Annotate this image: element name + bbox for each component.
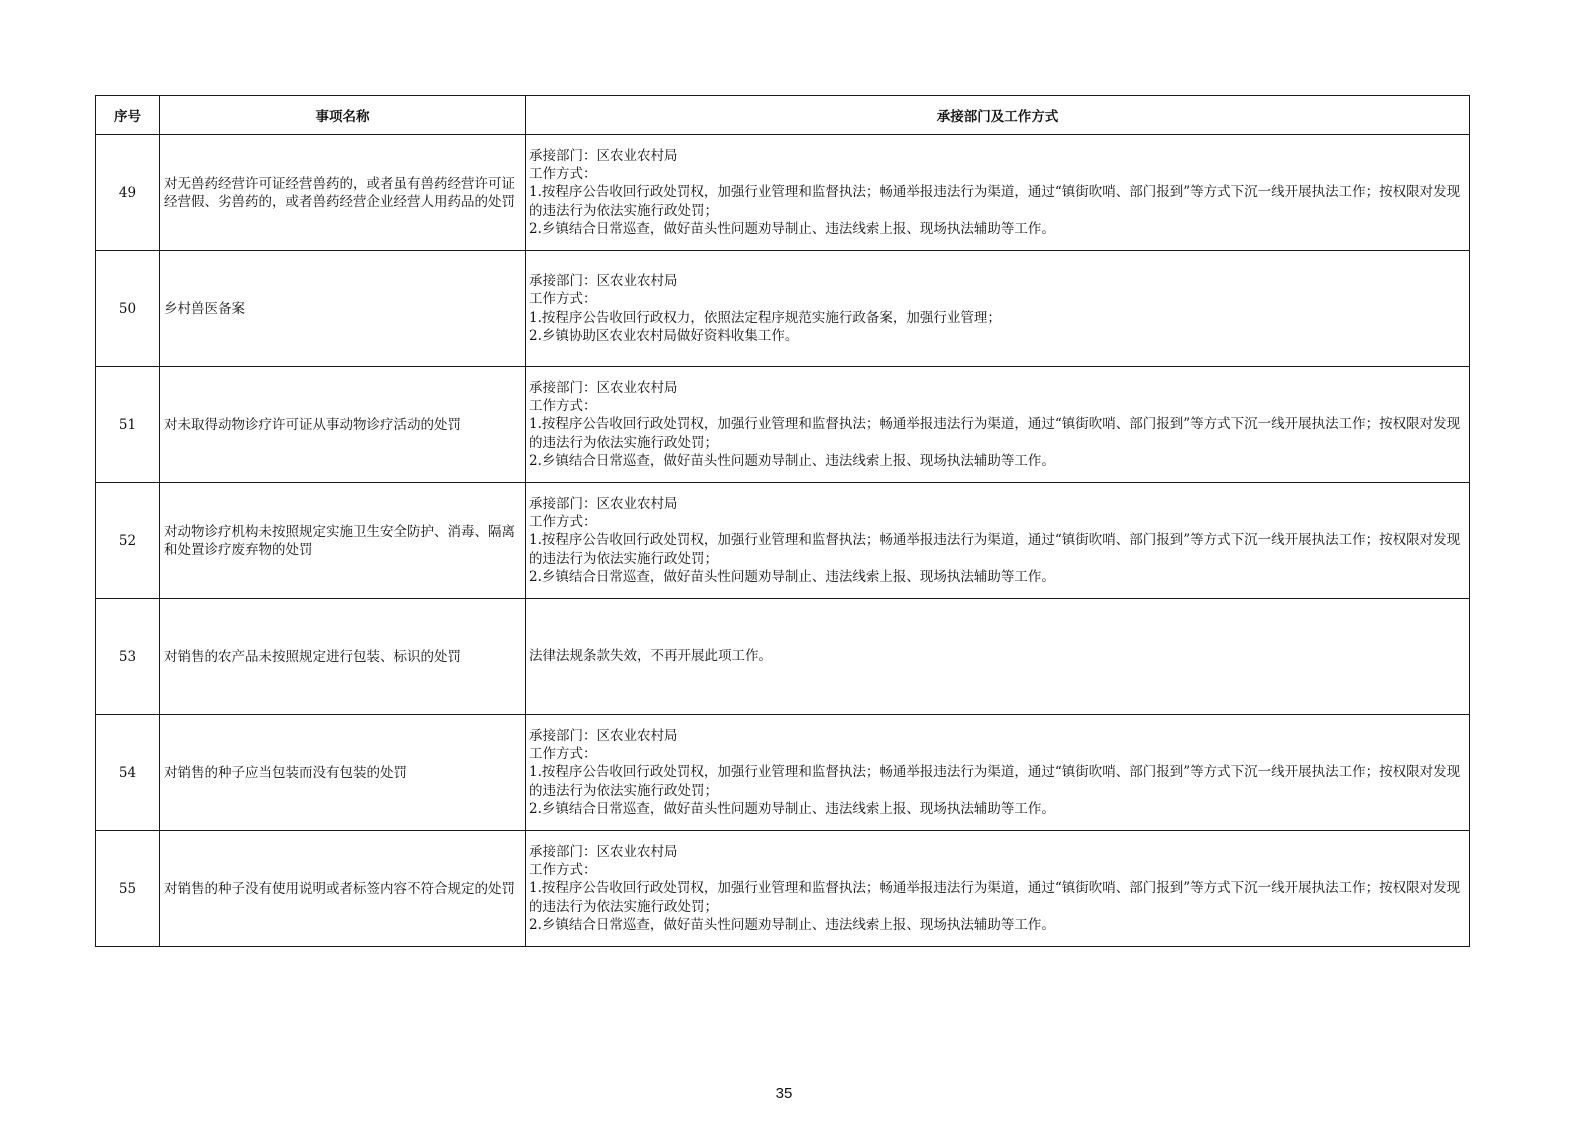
- method-line: 1.按程序公告收回行政处罚权，加强行业管理和监督执法；畅通举报违法行为渠道，通过“镇街吹哨、部门报到”等方式下沉一线开展执法工作；按权限对发现的违法行为依法实施行政处罚；: [529, 532, 1461, 567]
- method-line: 2.乡镇结合日常巡查，做好苗头性问题劝导制止、违法线索上报、现场执法辅助等工作。: [529, 220, 1055, 237]
- method-line: 承接部门：区农业农村局: [529, 495, 678, 512]
- table-row: [96, 831, 1470, 947]
- table-row: [96, 483, 1470, 599]
- method-line: 1.按程序公告收回行政处罚权，加强行业管理和监督执法；畅通举报违法行为渠道，通过“镇街吹哨、部门报到”等方式下沉一线开展执法工作；按权限对发现的违法行为依法实施行政处罚；: [529, 416, 1461, 451]
- department-method: [526, 135, 1470, 251]
- method-line: 工作方式：: [529, 746, 597, 763]
- item-name: 对销售的农产品未按照规定进行包装、标识的处罚: [160, 599, 526, 715]
- table-row: [96, 135, 1470, 251]
- method-line: 工作方式：: [529, 398, 597, 415]
- department-method: [526, 483, 1470, 599]
- method-line: 2.乡镇结合日常巡查，做好苗头性问题劝导制止、违法线索上报、现场执法辅助等工作。: [529, 800, 1055, 817]
- row-number: 49: [96, 135, 160, 251]
- items-table: [95, 95, 1470, 947]
- header-number: 序号: [96, 96, 160, 135]
- item-name: 对动物诊疗机构未按照规定实施卫生安全防护、消毒、隔离和处置诊疗废弃物的处罚: [160, 483, 526, 599]
- method-line: 工作方式：: [529, 862, 597, 879]
- row-number: 53: [96, 599, 160, 715]
- table-row: [96, 715, 1470, 831]
- header-department-method: 承接部门及工作方式: [526, 96, 1470, 135]
- method-line: 工作方式：: [529, 291, 597, 308]
- method-line: 承接部门：区农业农村局: [529, 379, 678, 396]
- method-line: 2.乡镇结合日常巡查，做好苗头性问题劝导制止、违法线索上报、现场执法辅助等工作。: [529, 916, 1055, 933]
- table-body: [96, 135, 1470, 947]
- row-number: 52: [96, 483, 160, 599]
- department-method: [526, 831, 1470, 947]
- row-number: 55: [96, 831, 160, 947]
- method-line: 工作方式：: [529, 514, 597, 531]
- department-method: [526, 599, 1470, 715]
- table-row: [96, 367, 1470, 483]
- method-line: 2.乡镇协助区农业农村局做好资料收集工作。: [529, 327, 799, 344]
- department-method: [526, 367, 1470, 483]
- item-name: 对销售的种子没有使用说明或者标签内容不符合规定的处罚: [160, 831, 526, 947]
- method-line: 承接部门：区农业农村局: [529, 273, 678, 290]
- method-line: 1.按程序公告收回行政处罚权，加强行业管理和监督执法；畅通举报违法行为渠道，通过“镇街吹哨、部门报到”等方式下沉一线开展执法工作；按权限对发现的违法行为依法实施行政处罚；: [529, 184, 1461, 219]
- method-line: 2.乡镇结合日常巡查，做好苗头性问题劝导制止、违法线索上报、现场执法辅助等工作。: [529, 568, 1055, 585]
- row-number: 51: [96, 367, 160, 483]
- table-row: [96, 251, 1470, 367]
- table-header-row: [96, 96, 1470, 135]
- header-item-name: 事项名称: [160, 96, 526, 135]
- page-number: 35: [775, 1085, 793, 1102]
- department-method: [526, 715, 1470, 831]
- row-number: 54: [96, 715, 160, 831]
- method-line: 承接部门：区农业农村局: [529, 727, 678, 744]
- method-line: 承接部门：区农业农村局: [529, 147, 678, 164]
- method-line: 1.按程序公告收回行政处罚权，加强行业管理和监督执法；畅通举报违法行为渠道，通过“镇街吹哨、部门报到”等方式下沉一线开展执法工作；按权限对发现的违法行为依法实施行政处罚；: [529, 764, 1461, 799]
- item-name: 对未取得动物诊疗许可证从事动物诊疗活动的处罚: [160, 367, 526, 483]
- method-line: 1.按程序公告收回行政权力，依照法定程序规范实施行政备案，加强行业管理；: [529, 309, 1001, 326]
- table-row: [96, 599, 1470, 715]
- item-name: 乡村兽医备案: [160, 251, 526, 367]
- item-name: 对销售的种子应当包装而没有包装的处罚: [160, 715, 526, 831]
- department-method: [526, 251, 1470, 367]
- method-line: 法律法规条款失效，不再开展此项工作。: [529, 648, 772, 665]
- item-name: 对无兽药经营许可证经营兽药的，或者虽有兽药经营许可证经营假、劣兽药的，或者兽药经营企业经营人用药品的处罚: [160, 135, 526, 251]
- row-number: 50: [96, 251, 160, 367]
- method-line: 工作方式：: [529, 166, 597, 183]
- method-line: 1.按程序公告收回行政处罚权，加强行业管理和监督执法；畅通举报违法行为渠道，通过“镇街吹哨、部门报到”等方式下沉一线开展执法工作；按权限对发现的违法行为依法实施行政处罚；: [529, 880, 1461, 915]
- method-line: 承接部门：区农业农村局: [529, 843, 678, 860]
- method-line: 2.乡镇结合日常巡查，做好苗头性问题劝导制止、违法线索上报、现场执法辅助等工作。: [529, 452, 1055, 469]
